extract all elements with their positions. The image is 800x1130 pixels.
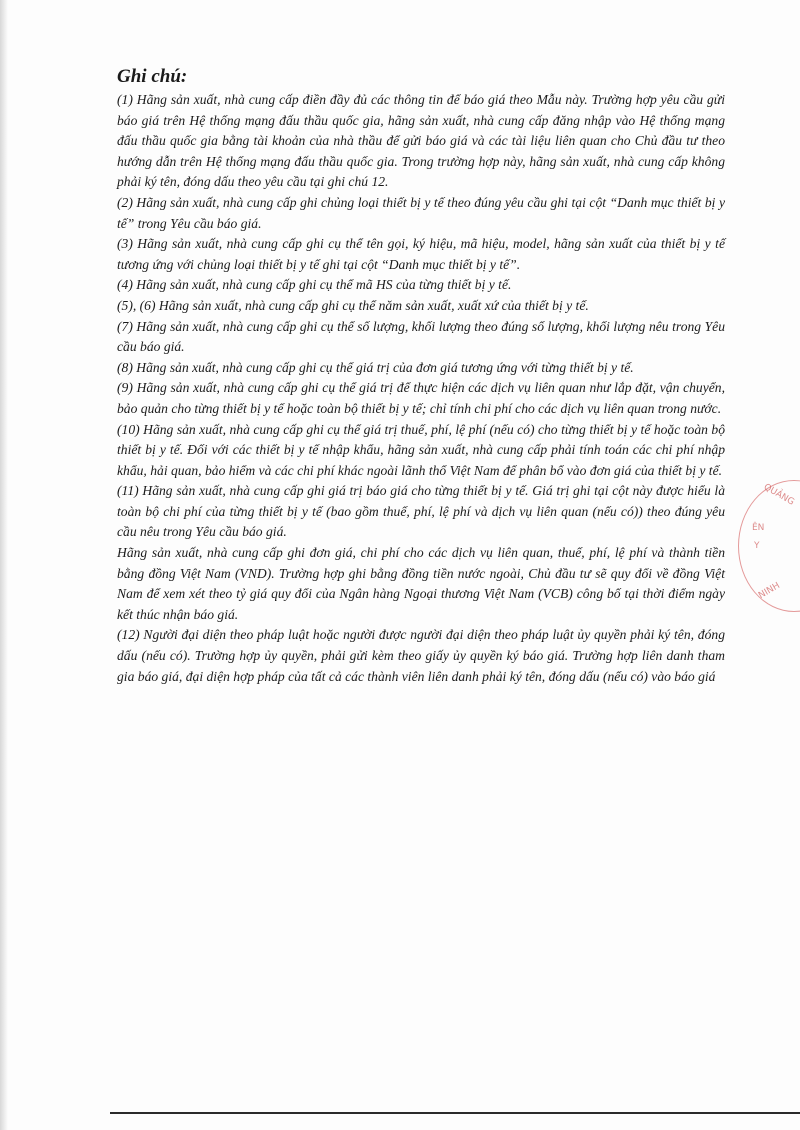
note-9: (9) Hãng sản xuất, nhà cung cấp ghi cụ thể giá trị để thực hiện các dịch vụ liên quan như lắp đặt, vận chuyển, bảo quản cho từng thiết bị y tế hoặc toàn bộ thiết bị y tế; chỉ tính chi phí cho các dịch vụ liên quan trong nước. [117,380,725,416]
note-1: (1) Hãng sản xuất, nhà cung cấp điền đầy đủ các thông tin để báo giá theo Mẫu này. Trường hợp yêu cầu gửi báo giá trên Hệ thống mạng đấu thầu quốc gia, hãng sản xuất, nhà cung cấp đăng nhập vào Hệ thống mạng đấu thầu quốc gia bằng tài khoản của nhà thầu để gửi báo giá và các tài liệu liên quan cho Chủ đầu tư theo hướng dẫn trên Hệ thống mạng đấu thầu quốc gia. Trong trường hợp này, hãng sản xuất, nhà cung cấp không phải ký tên, đóng dấu theo yêu cầu tại ghi chú 12. [117,92,725,190]
note-4: (4) Hãng sản xuất, nhà cung cấp ghi cụ thể mã HS của từng thiết bị y tế. [117,277,512,293]
stamp-text-mid2: Y [754,541,760,551]
note-8: (8) Hãng sản xuất, nhà cung cấp ghi cụ thể giá trị của đơn giá tương ứng với từng thiết bị y tế. [117,359,634,375]
note-7: (7) Hãng sản xuất, nhà cung cấp ghi cụ thể số lượng, khối lượng theo đúng số lượng, khối lượng nêu trong Yêu cầu báo giá. [117,318,725,355]
note-currency: Hãng sản xuất, nhà cung cấp ghi đơn giá, chi phí cho các dịch vụ liên quan, thuế, phí, lệ phí và thành tiền bằng đồng Việt Nam (VND). Trường hợp ghi bằng đồng tiền nước ngoài, Chủ đầu tư sẽ quy đổi về đồng Việt Nam để xem xét theo tỷ giá quy đổi của Ngân hàng Ngoại thương Việt Nam (VCB) công bố tại thời điểm ngày kết thúc nhận báo giá. [117,545,725,622]
note-2: (2) Hãng sản xuất, nhà cung cấp ghi chủng loại thiết bị y tế theo đúng yêu cầu ghi tại cột “Danh mục thiết bị y tế” trong Yêu cầu báo giá. [117,194,725,231]
notes-heading: Ghi chú: [117,66,188,87]
page-edge-shadow [0,0,8,1130]
note-11: (11) Hãng sản xuất, nhà cung cấp ghi giá trị báo giá cho từng thiết bị y tế. Giá trị ghi tại cột này được hiểu là toàn bộ chi phí của từng thiết bị y tế (bao gồm thuế, phí, lệ phí và dịch vụ liên quan (nếu có)) theo đúng yêu cầu nêu trong Yêu cầu báo giá. [117,483,725,540]
notes-section [117,66,725,687]
bottom-border-line [110,1112,800,1114]
note-5-6: (5), (6) Hãng sản xuất, nhà cung cấp ghi cụ thể năm sản xuất, xuất xứ của thiết bị y tế. [117,297,589,313]
stamp-text-top: QUẢNG [761,482,796,508]
note-3: (3) Hãng sản xuất, nhà cung cấp ghi cụ thể tên gọi, ký hiệu, mã hiệu, model, hãng sản xuất của thiết bị y tế tương ứng với chủng loại thiết bị y tế ghi tại cột “Danh mục thiết bị y tế”. [117,236,725,272]
stamp-text-bottom: NINH [757,580,782,602]
note-10: (10) Hãng sản xuất, nhà cung cấp ghi cụ thể giá trị thuế, phí, lệ phí (nếu có) cho từng thiết bị y tế hoặc toàn bộ thiết bị y tế. Đối với các thiết bị y tế nhập khẩu, hãng sản xuất, nhà cung cấp phải tính toán các chi phí nhập khẩu, hải quan, bảo hiểm và các chi phí khác ngoài lãnh thổ Việt Nam để phân bổ vào đơn giá của thiết bị y tế. [117,421,725,478]
stamp-text-mid: ÊN [752,523,765,533]
note-12: (12) Người đại diện theo pháp luật hoặc người được người đại diện theo pháp luật ủy quyền phải ký tên, đóng dấu (nếu có). Trường hợp ủy quyền, phải gửi kèm theo giấy ủy quyền ký báo giá. Trường hợp liên danh tham gia báo giá, đại diện hợp pháp của tất cả các thành viên liên danh phải ký tên, đóng dấu (nếu có) vào báo giá [117,627,725,684]
